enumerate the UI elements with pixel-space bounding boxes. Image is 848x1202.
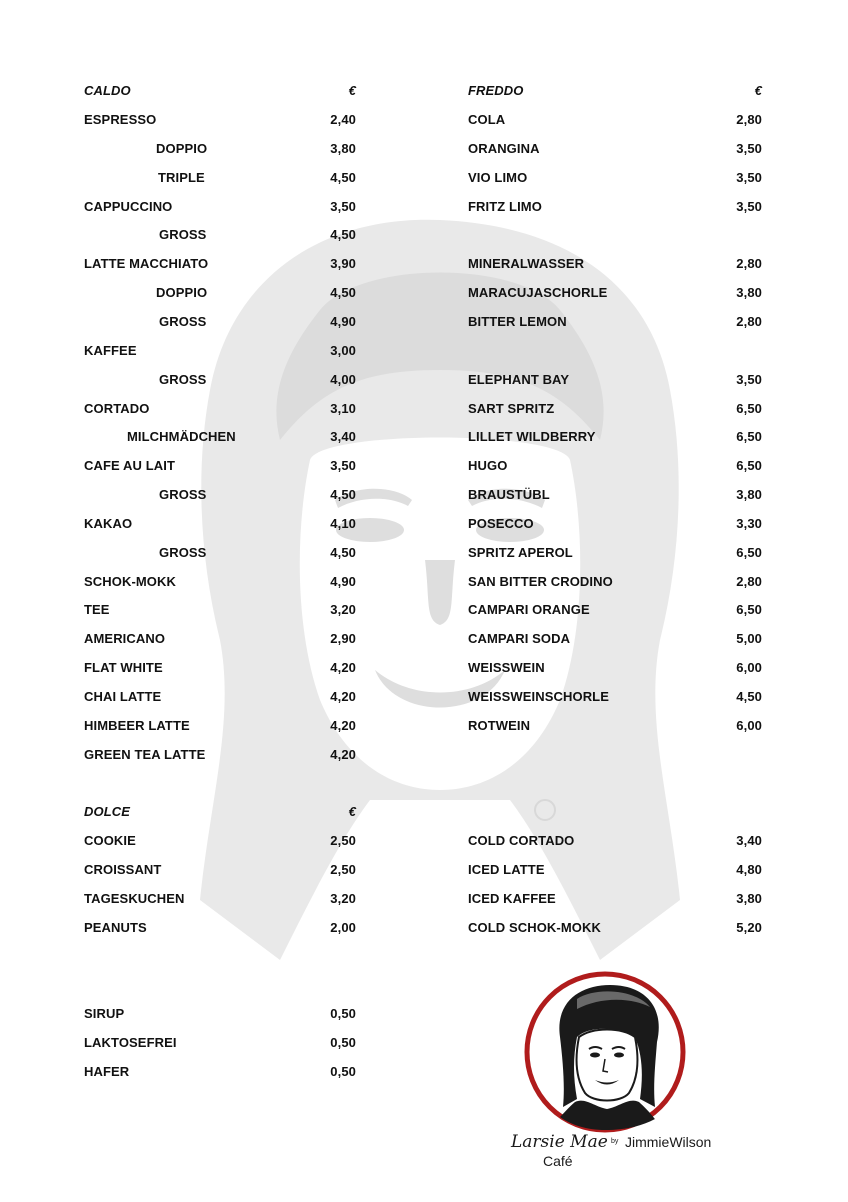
item-price: 6,50 [736,544,762,560]
item-name: ICED KAFFEE [468,890,556,906]
item-price: 3,00 [330,342,356,358]
item-price: 2,90 [330,631,356,647]
menu-item-row [84,572,356,592]
menu-item-row [84,399,356,419]
item-name: TRIPLE [158,169,205,185]
section-title: DOLCE [84,804,130,819]
currency-label: € [754,83,762,98]
item-name: CAMPARI ORANGE [468,602,590,618]
item-price: 3,50 [736,371,762,387]
menu-item-row [84,197,356,217]
item-price: 0,50 [330,1006,356,1021]
item-name: WEISSWEIN [468,660,545,676]
item-name: TAGESKUCHEN [84,890,185,906]
item-price: 2,50 [330,861,356,877]
item-name: KAKAO [84,515,133,531]
item-price: 3,30 [736,515,762,531]
menu-item-row [84,1033,356,1053]
item-name: CHAI LATTE [84,689,162,704]
item-name: CAMPARI SODA [468,631,571,647]
item-price: 4,50 [330,285,356,301]
menu-item-row [468,889,762,909]
menu-item-row [468,831,762,851]
item-price: 2,50 [330,833,356,848]
item-name: LILLET WILDBERRY [468,429,596,445]
item-price: 4,20 [330,717,356,733]
item-name: GREEN TEA LATTE [84,746,206,762]
cafe-logo [505,967,735,1197]
item-price: 5,20 [736,919,762,935]
item-name: ROTWEIN [468,717,531,733]
item-price: 4,20 [330,689,356,704]
menu-item-row [84,225,356,245]
item-price: 2,80 [736,256,762,272]
item-name: LATTE MACCHIATO [84,256,209,272]
menu-item-row [468,110,762,130]
item-price: 6,50 [736,602,762,618]
menu-item-row [84,139,356,159]
item-name: PEANUTS [84,919,147,935]
item-name: ELEPHANT BAY [468,371,570,387]
menu-item-row [84,370,356,390]
item-price: 3,50 [736,140,762,156]
item-name: POSECCO [468,515,534,531]
item-price: 6,50 [736,458,762,474]
item-name: MILCHMÄDCHEN [127,429,236,445]
item-price: 2,80 [736,573,762,589]
menu-item-row [84,485,356,505]
menu-item-row [84,658,356,678]
item-name: HUGO [468,458,508,474]
item-name: CAPPUCCINO [84,198,173,214]
menu-item-row [84,168,356,188]
item-name: VIO LIMO [468,169,528,185]
item-name: HIMBEER LATTE [84,717,190,733]
item-price: 4,50 [330,544,356,560]
item-name: SART SPRITZ [468,400,555,416]
item-price: 3,80 [736,487,762,503]
item-name: TEE [84,602,110,618]
item-name: KAFFEE [84,342,137,358]
item-name: ESPRESSO [84,112,157,127]
menu-item-row [468,485,762,505]
menu-item-row [84,514,356,534]
currency-label: € [348,83,356,98]
item-price: 3,80 [736,285,762,301]
item-price: 0,50 [330,1063,356,1079]
item-price: 4,90 [330,573,356,589]
item-price: 3,40 [330,429,356,445]
item-price: 3,80 [330,140,356,156]
menu-item-row [468,254,762,274]
item-price: 4,00 [330,371,356,387]
item-name: GROSS [159,371,207,387]
menu-item-row [468,197,762,217]
item-name: MINERALWASSER [468,256,585,272]
item-price: 2,00 [330,919,356,935]
item-price: 5,00 [736,631,762,647]
menu-item-row [84,831,356,851]
item-name: SAN BITTER CRODINO [468,573,613,589]
item-price: 0,50 [330,1034,356,1050]
item-name: SIRUP [84,1006,125,1021]
item-price: 4,50 [330,487,356,503]
item-name: CAFE AU LAIT [84,458,175,474]
section-title: CALDO [84,83,131,98]
item-price: 4,50 [330,169,356,185]
brand-subtitle-text: Café [543,1153,573,1169]
item-name: CORTADO [84,400,150,416]
menu-item-row [84,918,356,938]
item-price: 3,50 [330,458,356,474]
menu-item-row [84,110,356,130]
item-name: CROISSANT [84,861,162,877]
freddo-header [468,81,762,101]
item-name: WEISSWEINSCHORLE [468,689,609,704]
menu-item-row [468,658,762,678]
item-price: 3,50 [736,198,762,214]
menu-item-row [468,168,762,188]
menu-item-row [468,514,762,534]
item-price: 3,40 [736,833,762,848]
menu-item-row [84,1062,356,1082]
menu-item-row [468,918,762,938]
item-price: 3,80 [736,890,762,906]
item-name: DOPPIO [156,140,208,156]
item-price: 4,10 [330,515,356,531]
item-name: BITTER LEMON [468,313,567,329]
menu-item-row [468,572,762,592]
menu-item-row [84,1004,356,1024]
menu-item-row [468,543,762,563]
item-price: 3,50 [330,198,356,214]
item-price: 6,50 [736,400,762,416]
menu-item-row [84,687,356,707]
item-price: 4,20 [330,746,356,762]
item-name: BRAUSTÜBL [468,487,550,503]
item-name: FRITZ LIMO [468,198,542,214]
item-name: LAKTOSEFREI [84,1034,177,1050]
item-price: 3,90 [330,256,356,272]
menu-item-row [84,427,356,447]
menu-item-row [468,600,762,620]
woman-portrait-logo-icon [505,967,735,1197]
menu-item-row [468,312,762,332]
item-price: 6,00 [736,660,762,676]
menu-item-row [84,860,356,880]
menu-item-row [468,427,762,447]
dolce-header [84,802,356,822]
item-price: 6,00 [736,717,762,733]
item-name: MARACUJASCHORLE [468,285,608,301]
menu-item-row [468,716,762,736]
item-name: FLAT WHITE [84,660,163,676]
item-name: DOPPIO [156,285,208,301]
item-price: 4,80 [736,861,762,877]
brand-script-text: Larsie Mae [511,1132,608,1152]
menu-item-row [84,456,356,476]
item-name: COLA [468,112,506,127]
menu-item-row [84,600,356,620]
item-name: GROSS [159,313,207,329]
currency-label: € [348,804,356,819]
menu-item-row [84,629,356,649]
menu-item-row [84,745,356,765]
item-price: 2,80 [736,112,762,127]
menu-item-row [468,687,762,707]
menu-item-row [84,716,356,736]
item-price: 2,80 [736,313,762,329]
menu-item-row [468,456,762,476]
item-name: AMERICANO [84,631,166,647]
item-name: COLD CORTADO [468,833,575,848]
item-name: COOKIE [84,833,136,848]
caldo-header [84,81,356,101]
menu-item-row [468,399,762,419]
item-price: 4,50 [736,689,762,704]
item-name: GROSS [159,487,207,503]
menu-item-row [84,889,356,909]
menu-item-row [84,254,356,274]
item-price: 4,20 [330,660,356,676]
item-name: ICED LATTE [468,861,545,877]
menu-item-row [84,283,356,303]
item-name: GROSS [159,544,207,560]
menu-item-row [84,341,356,361]
item-price: 6,50 [736,429,762,445]
menu-item-row [468,629,762,649]
item-price: 3,20 [330,890,356,906]
item-name: ORANGINA [468,140,540,156]
menu-item-row [84,543,356,563]
section-title: FREDDO [468,83,524,98]
menu-item-row [468,139,762,159]
item-name: SCHOK-MOKK [84,573,176,589]
item-price: 4,90 [330,313,356,329]
item-price: 3,50 [736,169,762,185]
item-price: 4,50 [330,227,356,243]
item-name: COLD SCHOK-MOKK [468,919,601,935]
menu-item-row [468,370,762,390]
item-name: GROSS [159,227,207,243]
item-name: HAFER [84,1063,130,1079]
item-price: 3,10 [330,400,356,416]
brand-by-text: by [611,1138,619,1145]
item-name: SPRITZ APEROL [468,544,573,560]
item-price: 2,40 [330,112,356,127]
menu-item-row [468,283,762,303]
menu-item-row [84,312,356,332]
brand-partner-text: JimmieWilson [625,1134,712,1150]
menu-item-row [468,860,762,880]
item-price: 3,20 [330,602,356,618]
